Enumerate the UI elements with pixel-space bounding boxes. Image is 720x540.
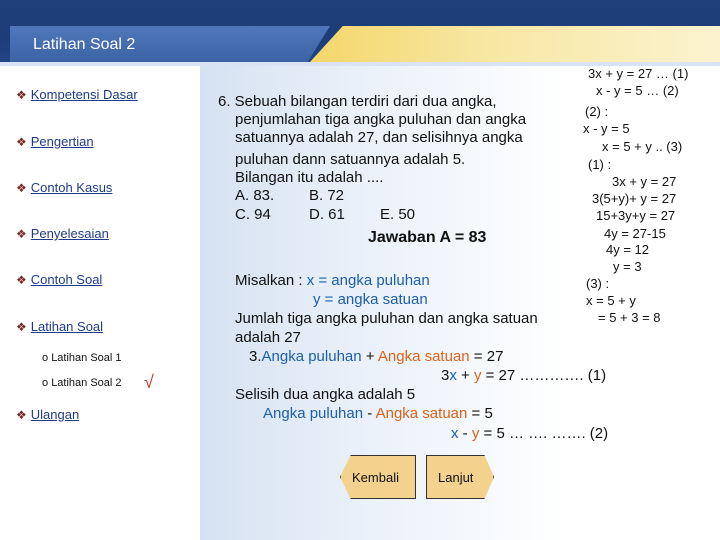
diamond-bullet-icon: ❖ bbox=[16, 320, 27, 334]
header-gold-band bbox=[310, 26, 720, 62]
diamond-bullet-icon: ❖ bbox=[16, 135, 27, 149]
question-line-5: Bilangan itu adalah .... bbox=[235, 169, 384, 186]
checkmark-icon: √ bbox=[144, 372, 154, 392]
diamond-bullet-icon: ❖ bbox=[16, 227, 27, 241]
sidebar-subitem-latihan-soal-2[interactable]: o Latihan Soal 2 bbox=[42, 377, 122, 389]
working-line: 15+3y+y = 27 bbox=[596, 208, 676, 223]
working-line: 4y = 12 bbox=[606, 242, 650, 257]
solution-let-line: Misalkan : x = angka puluhan bbox=[235, 272, 430, 289]
working-line: (2) : bbox=[585, 104, 609, 119]
back-button-label[interactable]: Kembali bbox=[352, 470, 399, 485]
solution-y-def: y = angka satuan bbox=[313, 291, 428, 308]
diamond-bullet-icon: ❖ bbox=[16, 181, 27, 195]
question-line-4: puluhan dann satuannya adalah 5. bbox=[235, 151, 466, 168]
solution-line-3: Jumlah tiga angka puluhan dan angka satuan bbox=[235, 310, 538, 327]
sidebar-item-kompetensi-dasar[interactable]: ❖ Kompetensi Dasar bbox=[16, 87, 138, 102]
working-line: x = 5 + y .. (3) bbox=[602, 139, 683, 154]
working-line: y = 3 bbox=[613, 259, 642, 274]
solution-equation-1: 3x + y = 27 …………. (1) bbox=[441, 367, 607, 384]
option-c: C. 94 bbox=[235, 206, 271, 223]
header-bar bbox=[0, 0, 720, 66]
working-line: 3x + y = 27 … (1) bbox=[588, 66, 689, 81]
solution-equation-words-1: 3.Angka puluhan + Angka satuan = 27 bbox=[249, 348, 504, 365]
working-line: 3x + y = 27 bbox=[612, 174, 677, 189]
sidebar-item-latihan-soal[interactable]: ❖ Latihan Soal bbox=[16, 319, 104, 334]
working-line: x - y = 5 … (2) bbox=[596, 83, 679, 98]
working-line: (3) : bbox=[586, 276, 610, 291]
working-line: 4y = 27-15 bbox=[604, 226, 666, 241]
question-line-2: penjumlahan tiga angka puluhan dan angka bbox=[235, 111, 527, 128]
solution-equation-words-2: Angka puluhan - Angka satuan = 5 bbox=[263, 405, 493, 422]
answer-text: Jawaban A = 83 bbox=[368, 229, 487, 246]
sidebar-item-contoh-kasus[interactable]: ❖ Contoh Kasus bbox=[16, 180, 113, 195]
solution-line-7: Selisih dua angka adalah 5 bbox=[235, 386, 416, 403]
working-line: x - y = 5 bbox=[583, 121, 630, 136]
sidebar-item-pengertian[interactable]: ❖ Pengertian bbox=[16, 134, 94, 149]
question-line-3: satuannya adalah 27, dan selisihnya angka bbox=[235, 129, 523, 146]
diamond-bullet-icon: ❖ bbox=[16, 408, 27, 422]
option-a: A. 83. bbox=[235, 187, 275, 204]
diamond-bullet-icon: ❖ bbox=[16, 273, 27, 287]
solution-line-4: adalah 27 bbox=[235, 329, 301, 346]
option-b: B. 72 bbox=[309, 187, 345, 204]
page-title: Latihan Soal 2 bbox=[33, 36, 136, 53]
sidebar-item-contoh-soal[interactable]: ❖ Contoh Soal bbox=[16, 272, 103, 287]
sidebar-subitem-latihan-soal-1[interactable]: o Latihan Soal 1 bbox=[42, 352, 122, 364]
solution-equation-2: x - y = 5 … …. ……. (2) bbox=[451, 425, 609, 442]
next-button-label[interactable]: Lanjut bbox=[438, 470, 474, 485]
working-line: = 5 + 3 = 8 bbox=[598, 310, 661, 325]
working-line: (1) : bbox=[588, 157, 612, 172]
working-line: x = 5 + y bbox=[586, 293, 636, 308]
question-line-1: 6. Sebuah bilangan terdiri dari dua angka, bbox=[218, 93, 497, 110]
diamond-bullet-icon: ❖ bbox=[16, 88, 27, 102]
option-d: D. 61 bbox=[309, 206, 345, 223]
sidebar-item-penyelesaian[interactable]: ❖ Penyelesaian bbox=[16, 226, 109, 241]
sidebar-item-ulangan[interactable]: ❖ Ulangan bbox=[16, 407, 80, 422]
option-e: E. 50 bbox=[380, 206, 416, 223]
working-line: 3(5+y)+ y = 27 bbox=[592, 191, 677, 206]
